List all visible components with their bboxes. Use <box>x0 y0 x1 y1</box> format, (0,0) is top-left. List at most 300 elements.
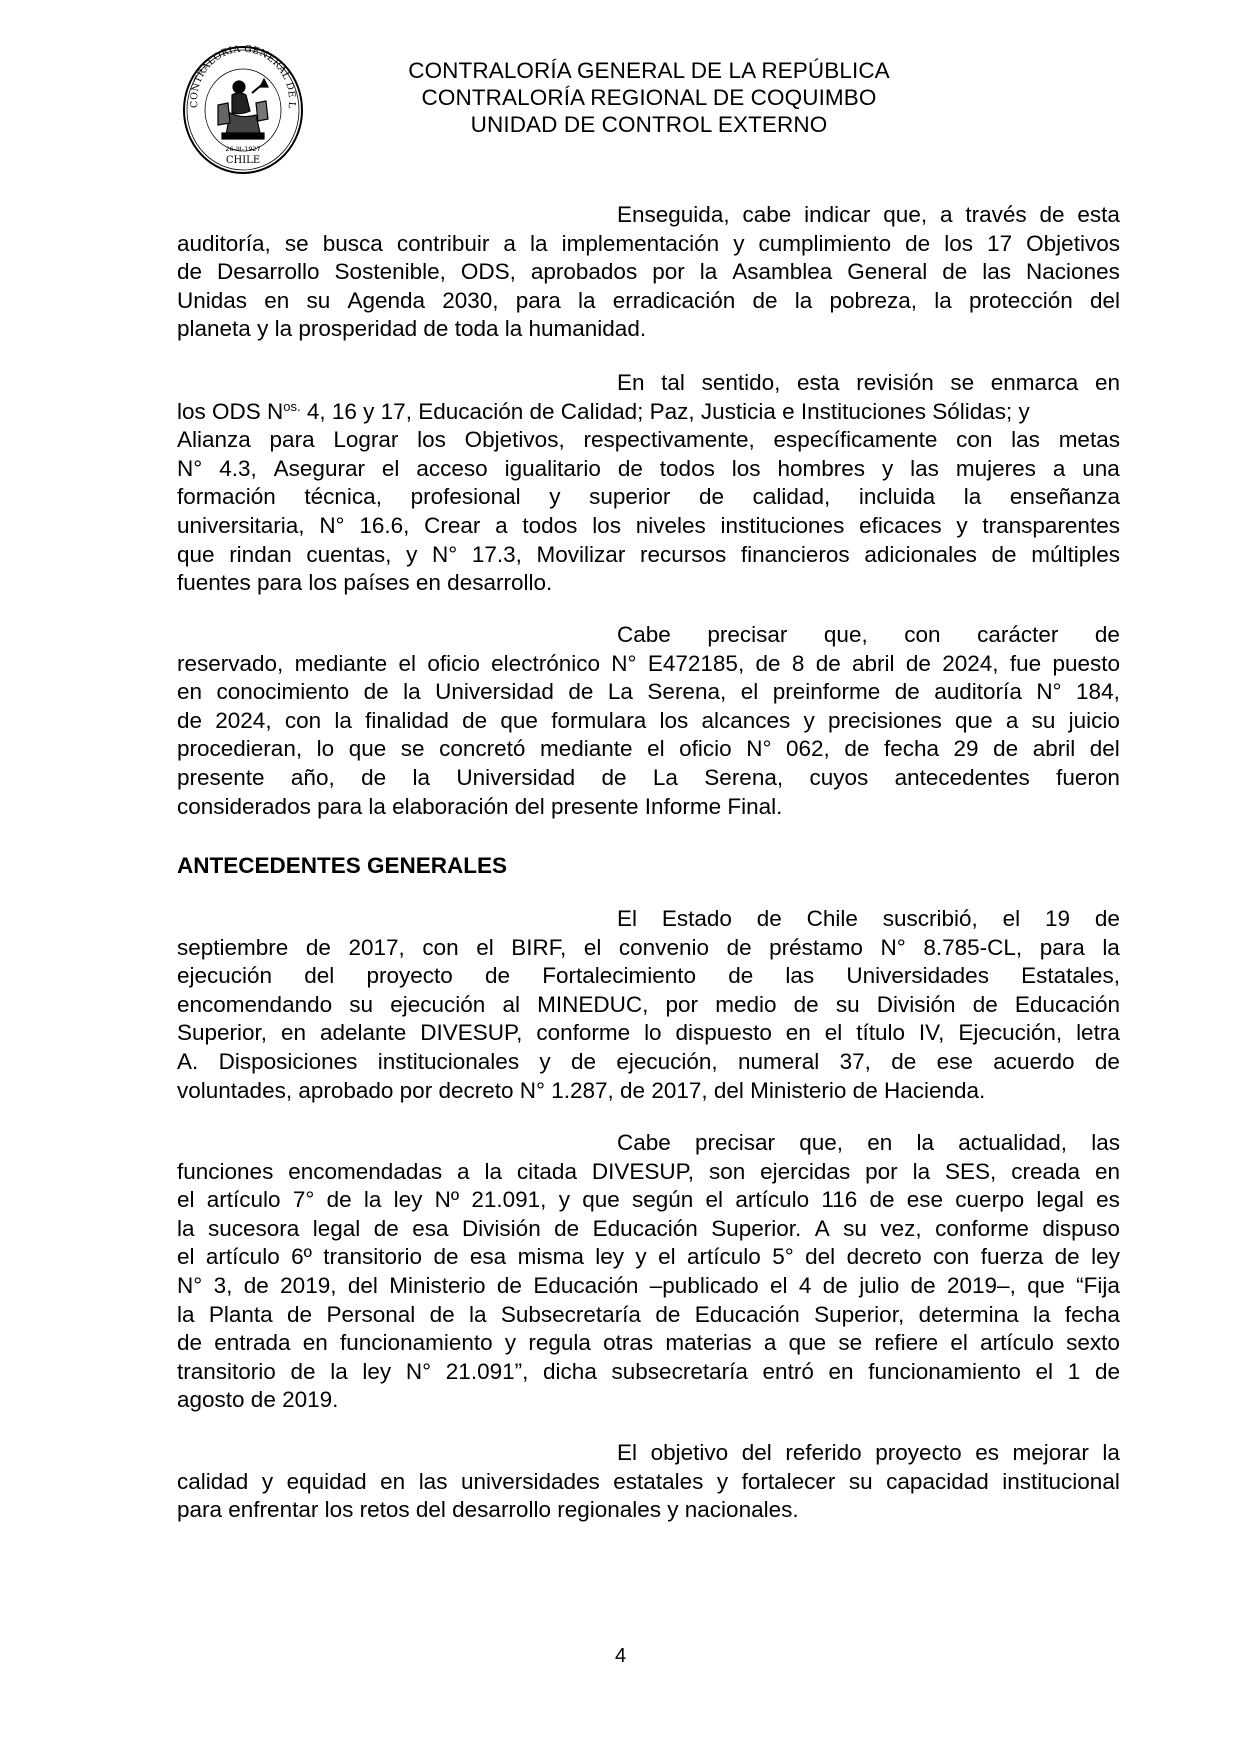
word: artículo <box>980 1330 1054 1356</box>
word: ejecución <box>177 963 273 989</box>
word: de <box>601 764 627 790</box>
word: de <box>326 1187 352 1213</box>
word: la <box>412 764 430 790</box>
word: N° <box>880 934 906 960</box>
word: N° <box>1036 679 1062 705</box>
word: revisión <box>856 370 934 395</box>
word: 2030, <box>442 287 499 313</box>
word: con <box>284 707 322 733</box>
word: de <box>287 1301 313 1327</box>
word: eficaces <box>859 512 942 538</box>
word: la <box>334 707 352 733</box>
word: y <box>635 1244 647 1270</box>
word: el <box>950 1330 968 1356</box>
word: que <box>788 1330 827 1356</box>
word: la <box>530 230 548 256</box>
word: artículo <box>205 1244 280 1270</box>
word: abril <box>1032 736 1076 762</box>
word: Superior, <box>177 1020 268 1046</box>
word: Crear <box>424 512 481 538</box>
word: superior <box>589 484 671 510</box>
word: mediante <box>294 650 388 676</box>
word: de <box>793 991 819 1017</box>
word: la <box>363 1187 382 1213</box>
word: Superior, <box>814 1301 905 1327</box>
word: Serena, <box>647 679 727 705</box>
word: de <box>726 934 752 960</box>
word: en <box>1094 370 1120 395</box>
word: incluida <box>858 484 936 510</box>
word: El <box>617 1440 638 1465</box>
word: de <box>554 1215 580 1241</box>
word: técnica, <box>304 484 382 510</box>
word: entró <box>762 1358 814 1384</box>
word: Asamblea <box>732 259 833 285</box>
word: conocimiento <box>216 679 350 705</box>
word: 2024, <box>942 650 999 676</box>
word: el <box>1002 906 1021 931</box>
word: de <box>699 484 725 510</box>
word: regula <box>528 1330 591 1356</box>
word: dispuesto <box>675 1020 772 1046</box>
word: formación <box>177 484 276 510</box>
word: esa <box>412 1215 449 1241</box>
word: sucesora <box>207 1215 300 1241</box>
word: sexto <box>1066 1330 1120 1356</box>
word: se <box>284 230 309 256</box>
word: su <box>306 287 331 313</box>
word: ley <box>393 1187 423 1213</box>
word: cabe <box>742 202 792 227</box>
text-line: los ODS $N^{os.}$ 4, 16 y 17, Educación de Calidad; Paz, Justicia e Instituciones Sólidas; y <box>177 398 1030 424</box>
word: de <box>290 1358 316 1384</box>
word: Estatales, <box>1021 963 1120 989</box>
word: BIRF, <box>511 934 567 960</box>
word: en <box>264 287 290 313</box>
text-line: agosto de 2019. <box>177 1387 339 1413</box>
word: otras <box>603 1330 654 1356</box>
word: 3, <box>213 1272 233 1298</box>
word: ese <box>906 1187 944 1213</box>
word: 17 <box>987 230 1013 256</box>
word: de <box>484 963 511 989</box>
paragraph-2 <box>177 369 1120 598</box>
word: de <box>617 455 643 481</box>
word: precisar <box>695 1130 776 1155</box>
word: de <box>462 707 488 733</box>
word: Educación <box>592 1215 698 1241</box>
word: 7° <box>292 1187 315 1213</box>
word: la <box>934 287 952 313</box>
word: N° <box>746 736 772 762</box>
word: 6º <box>291 1244 312 1270</box>
word: que, <box>823 622 868 647</box>
word: su <box>843 1215 867 1241</box>
word: es <box>975 1440 999 1465</box>
word: Serena, <box>704 764 784 790</box>
word: transitorio <box>323 1244 423 1270</box>
word: convenio <box>618 934 709 960</box>
word: medio <box>715 991 777 1017</box>
word: el <box>824 1020 843 1046</box>
word: de <box>905 230 931 256</box>
word: 17.3, <box>471 541 522 567</box>
word: se <box>838 1330 863 1356</box>
word: de <box>910 1272 936 1298</box>
word: de <box>972 991 998 1017</box>
word: su <box>349 991 374 1017</box>
word: encomendando <box>177 991 333 1017</box>
word: A. <box>177 1048 199 1074</box>
word: equidad <box>286 1468 367 1494</box>
word: la <box>794 287 813 313</box>
word: en <box>867 1130 893 1155</box>
word: la <box>1102 1440 1120 1465</box>
word: División <box>876 991 956 1017</box>
word: N° <box>611 650 637 676</box>
word: que, <box>799 1130 844 1155</box>
word: su <box>848 1468 873 1494</box>
word: a <box>1052 455 1066 481</box>
word: en <box>1094 1158 1120 1184</box>
word: y <box>803 707 815 733</box>
word: de <box>991 541 1017 567</box>
word: título <box>856 1020 905 1046</box>
word: de <box>993 736 1019 762</box>
word: el <box>583 934 602 960</box>
word: 19 <box>1045 906 1071 931</box>
word: precisiones <box>828 707 942 733</box>
word: acuerdo <box>993 1048 1075 1074</box>
word: conforme <box>935 1215 1029 1241</box>
text-line: voluntades, aprobado por decreto N° 1.287, de 2017, del Ministerio de Hacienda. <box>177 1077 986 1103</box>
word: creada <box>1011 1158 1081 1184</box>
contraloria-seal <box>182 45 304 175</box>
word: pobreza, <box>829 287 918 313</box>
word: dispuso <box>1042 1215 1120 1241</box>
word: fortalecer <box>741 1468 836 1494</box>
word: ejecución <box>390 991 486 1017</box>
word: 062, <box>786 736 830 762</box>
paragraph-3 <box>177 621 1120 821</box>
word: por <box>865 1158 898 1184</box>
word: reservado, <box>177 650 284 676</box>
word: los <box>731 455 761 481</box>
word: su <box>835 991 860 1017</box>
word: capacidad <box>886 1468 989 1494</box>
word: 4 <box>798 1272 812 1298</box>
word: dicha <box>543 1358 597 1384</box>
word: “Fija <box>1076 1272 1120 1298</box>
word: proyecto <box>366 963 453 989</box>
word: –publicado <box>649 1272 759 1298</box>
word: Educación <box>1014 991 1120 1017</box>
word: 8.785-CL, <box>923 934 1023 960</box>
word: N° <box>405 1358 432 1384</box>
word: mediante <box>539 736 633 762</box>
word: en <box>177 679 203 705</box>
word: juicio <box>1068 707 1120 733</box>
word: se <box>400 736 425 762</box>
word: julio <box>859 1272 900 1298</box>
word: de <box>815 650 841 676</box>
word: a <box>503 230 516 256</box>
word: protección <box>968 287 1073 313</box>
word: Unidas <box>177 287 248 313</box>
word: Planta <box>208 1301 273 1327</box>
word: septiembre <box>177 934 289 960</box>
word: tal <box>661 370 685 395</box>
word: Movilizar <box>536 541 626 567</box>
word: carácter <box>977 622 1059 647</box>
word: el <box>740 679 759 705</box>
word: Alianza <box>177 427 251 453</box>
word: de <box>752 287 778 313</box>
word: En <box>617 370 645 395</box>
word: universidades <box>460 1468 600 1494</box>
word: y <box>261 1468 274 1494</box>
word: actualidad, <box>958 1130 1068 1155</box>
word: A <box>814 1215 830 1241</box>
word: Educación <box>694 1301 800 1327</box>
document-header <box>340 57 958 138</box>
word: la <box>912 1158 931 1184</box>
word: 37, <box>839 1048 871 1074</box>
word: IV, <box>918 1020 945 1046</box>
word: por <box>665 991 699 1017</box>
word: con <box>904 622 941 647</box>
word: a <box>939 202 953 227</box>
word: y <box>733 230 745 256</box>
word: el <box>647 736 665 762</box>
word: las <box>1011 427 1040 453</box>
word: mejorar <box>1012 1440 1089 1465</box>
word: citada <box>516 1158 577 1184</box>
word: legal <box>312 1215 361 1241</box>
word: 184, <box>1076 679 1120 705</box>
word: referido <box>785 1440 862 1465</box>
seal-date-text: 26-III-1927 <box>225 145 261 153</box>
word: rindan <box>229 541 292 567</box>
word: de <box>1094 1048 1120 1074</box>
word: niveles <box>635 512 706 538</box>
word: de <box>1094 906 1120 931</box>
word: igualitario <box>504 455 601 481</box>
word: de <box>822 1272 848 1298</box>
word: los <box>592 512 621 538</box>
word: 2019, <box>280 1272 337 1298</box>
word: 29 <box>953 736 979 762</box>
word: contribuir <box>396 230 490 256</box>
word: Superior. <box>711 1215 802 1241</box>
word: por <box>652 259 685 285</box>
word: Agenda <box>347 287 426 313</box>
word: las <box>910 455 939 481</box>
word: estatales <box>613 1468 704 1494</box>
word: de <box>496 1272 522 1298</box>
word: ejecución, <box>616 1048 718 1074</box>
word: todos <box>659 455 715 481</box>
word: los <box>944 230 974 256</box>
word: Objetivos, <box>464 427 565 453</box>
word: ejercidas <box>760 1158 851 1184</box>
seal-figure-icon <box>218 79 268 139</box>
word: de <box>570 1048 596 1074</box>
word: de <box>429 1301 455 1327</box>
word: Universidad <box>435 679 554 705</box>
word: adelante <box>319 1020 407 1046</box>
word: el <box>1035 1358 1054 1384</box>
word: a <box>763 1330 777 1356</box>
word: ODS, <box>460 259 516 285</box>
superscript: os. <box>283 398 301 414</box>
paragraph-4 <box>177 905 1120 1105</box>
word: auditoría <box>934 679 1022 705</box>
word: el <box>398 650 417 676</box>
word: 2017, <box>348 934 405 960</box>
word: todos <box>522 512 578 538</box>
word: el <box>770 1272 788 1298</box>
word: la <box>699 259 718 285</box>
word: que <box>1027 1272 1065 1298</box>
word: Nº <box>434 1187 460 1213</box>
word: fueron <box>1056 764 1120 790</box>
text-line: para enfrentar los retos del desarrollo regionales y nacionales. <box>177 1497 799 1523</box>
word: según <box>631 1187 694 1213</box>
word: que, <box>883 202 928 227</box>
word: la <box>916 1130 934 1155</box>
word: para <box>1039 934 1085 960</box>
word: Chile <box>806 906 858 931</box>
word: la <box>469 1301 487 1327</box>
word: Asegurar <box>273 455 365 481</box>
word: año, <box>290 764 335 790</box>
word: esta <box>1077 202 1120 227</box>
word: de <box>894 679 920 705</box>
word: preinforme <box>772 679 881 705</box>
word: de <box>844 736 870 762</box>
word: División <box>461 1215 541 1241</box>
word: Naciones <box>1026 259 1120 285</box>
word: adicionales <box>864 541 977 567</box>
word: artículo <box>687 1244 761 1270</box>
seal-ring-text: CONTRALORIA GENERAL DE L <box>188 45 298 109</box>
word: y <box>881 455 894 481</box>
word: hombres <box>777 455 866 481</box>
word: metas <box>1058 427 1120 453</box>
word: DIVESUP, <box>591 1158 695 1184</box>
word: 21.091”, <box>445 1358 529 1384</box>
header-line-2: CONTRALORÍA REGIONAL DE COQUIMBO <box>421 85 877 110</box>
word: través <box>965 202 1027 227</box>
word: el <box>177 1187 195 1213</box>
word: entrada <box>214 1330 291 1356</box>
word: en <box>302 1330 328 1356</box>
word: el <box>476 934 494 960</box>
word: misma <box>517 1244 584 1270</box>
word: legal <box>1036 1187 1084 1213</box>
text-line: considerados para la elaboración del presente Informe Final. <box>177 793 783 819</box>
word: de <box>891 1048 917 1074</box>
paragraph-1 <box>177 201 1120 344</box>
word: instituciones <box>720 512 845 538</box>
word: a <box>495 512 508 538</box>
word: del <box>741 1440 772 1465</box>
word: y <box>956 512 968 538</box>
word: y <box>539 1048 551 1074</box>
word: la <box>1032 1301 1051 1327</box>
paragraph-5 <box>177 1129 1120 1415</box>
word: enmarca <box>990 370 1079 395</box>
word: y <box>504 1330 517 1356</box>
header-line-3: UNIDAD DE CONTROL EXTERNO <box>470 112 828 137</box>
word: N° <box>177 1272 203 1298</box>
word: Personal <box>326 1301 416 1327</box>
word: suscribió, <box>882 906 978 931</box>
word: para <box>269 427 315 453</box>
word: de <box>177 707 203 733</box>
word: los <box>659 707 689 733</box>
page-number: 4 <box>614 1645 627 1667</box>
word: letra <box>1076 1020 1120 1046</box>
word: 2019–, <box>947 1272 1016 1298</box>
word: de <box>373 1215 399 1241</box>
word: implementación <box>561 230 720 256</box>
word: profesional <box>410 484 521 510</box>
word: Fortalecimiento <box>542 963 697 989</box>
word: fue <box>1009 650 1042 676</box>
word: vez, <box>880 1215 922 1241</box>
word: lo <box>316 736 335 762</box>
word: artículo <box>735 1187 810 1213</box>
word: 5° <box>772 1244 794 1270</box>
word: encomendadas <box>288 1158 443 1184</box>
word: abril <box>852 650 895 676</box>
word: proyecto <box>875 1440 962 1465</box>
word: Estado <box>661 906 732 931</box>
word: ley <box>1091 1244 1120 1270</box>
word: la <box>484 1158 502 1184</box>
word: Sostenible, <box>334 259 446 285</box>
word: la <box>578 287 596 313</box>
word: las <box>418 1468 448 1494</box>
paragraph-6 <box>177 1439 1120 1525</box>
word: institucional <box>1002 1468 1120 1494</box>
word: financieros <box>740 541 850 567</box>
word: 4.3, <box>219 455 257 481</box>
word: N° <box>177 455 203 481</box>
word: de <box>869 1187 895 1213</box>
word: E472185, <box>647 650 745 676</box>
word: la <box>177 1215 195 1241</box>
word: Disposiciones <box>218 1048 358 1074</box>
word: de <box>361 764 387 790</box>
word: específicamente <box>773 427 938 453</box>
word: funcionamiento <box>868 1358 1021 1384</box>
word: indicar <box>804 202 871 227</box>
word: que <box>348 736 387 762</box>
word: La <box>652 764 678 790</box>
word: lo <box>644 1020 662 1046</box>
word: las <box>982 259 1012 285</box>
word: en <box>281 1020 307 1046</box>
word: fuerza <box>980 1244 1044 1270</box>
word: de <box>177 1330 203 1356</box>
word: precisar <box>707 622 788 647</box>
word: se <box>950 370 975 395</box>
word: en <box>785 1020 811 1046</box>
word: de <box>305 934 331 960</box>
